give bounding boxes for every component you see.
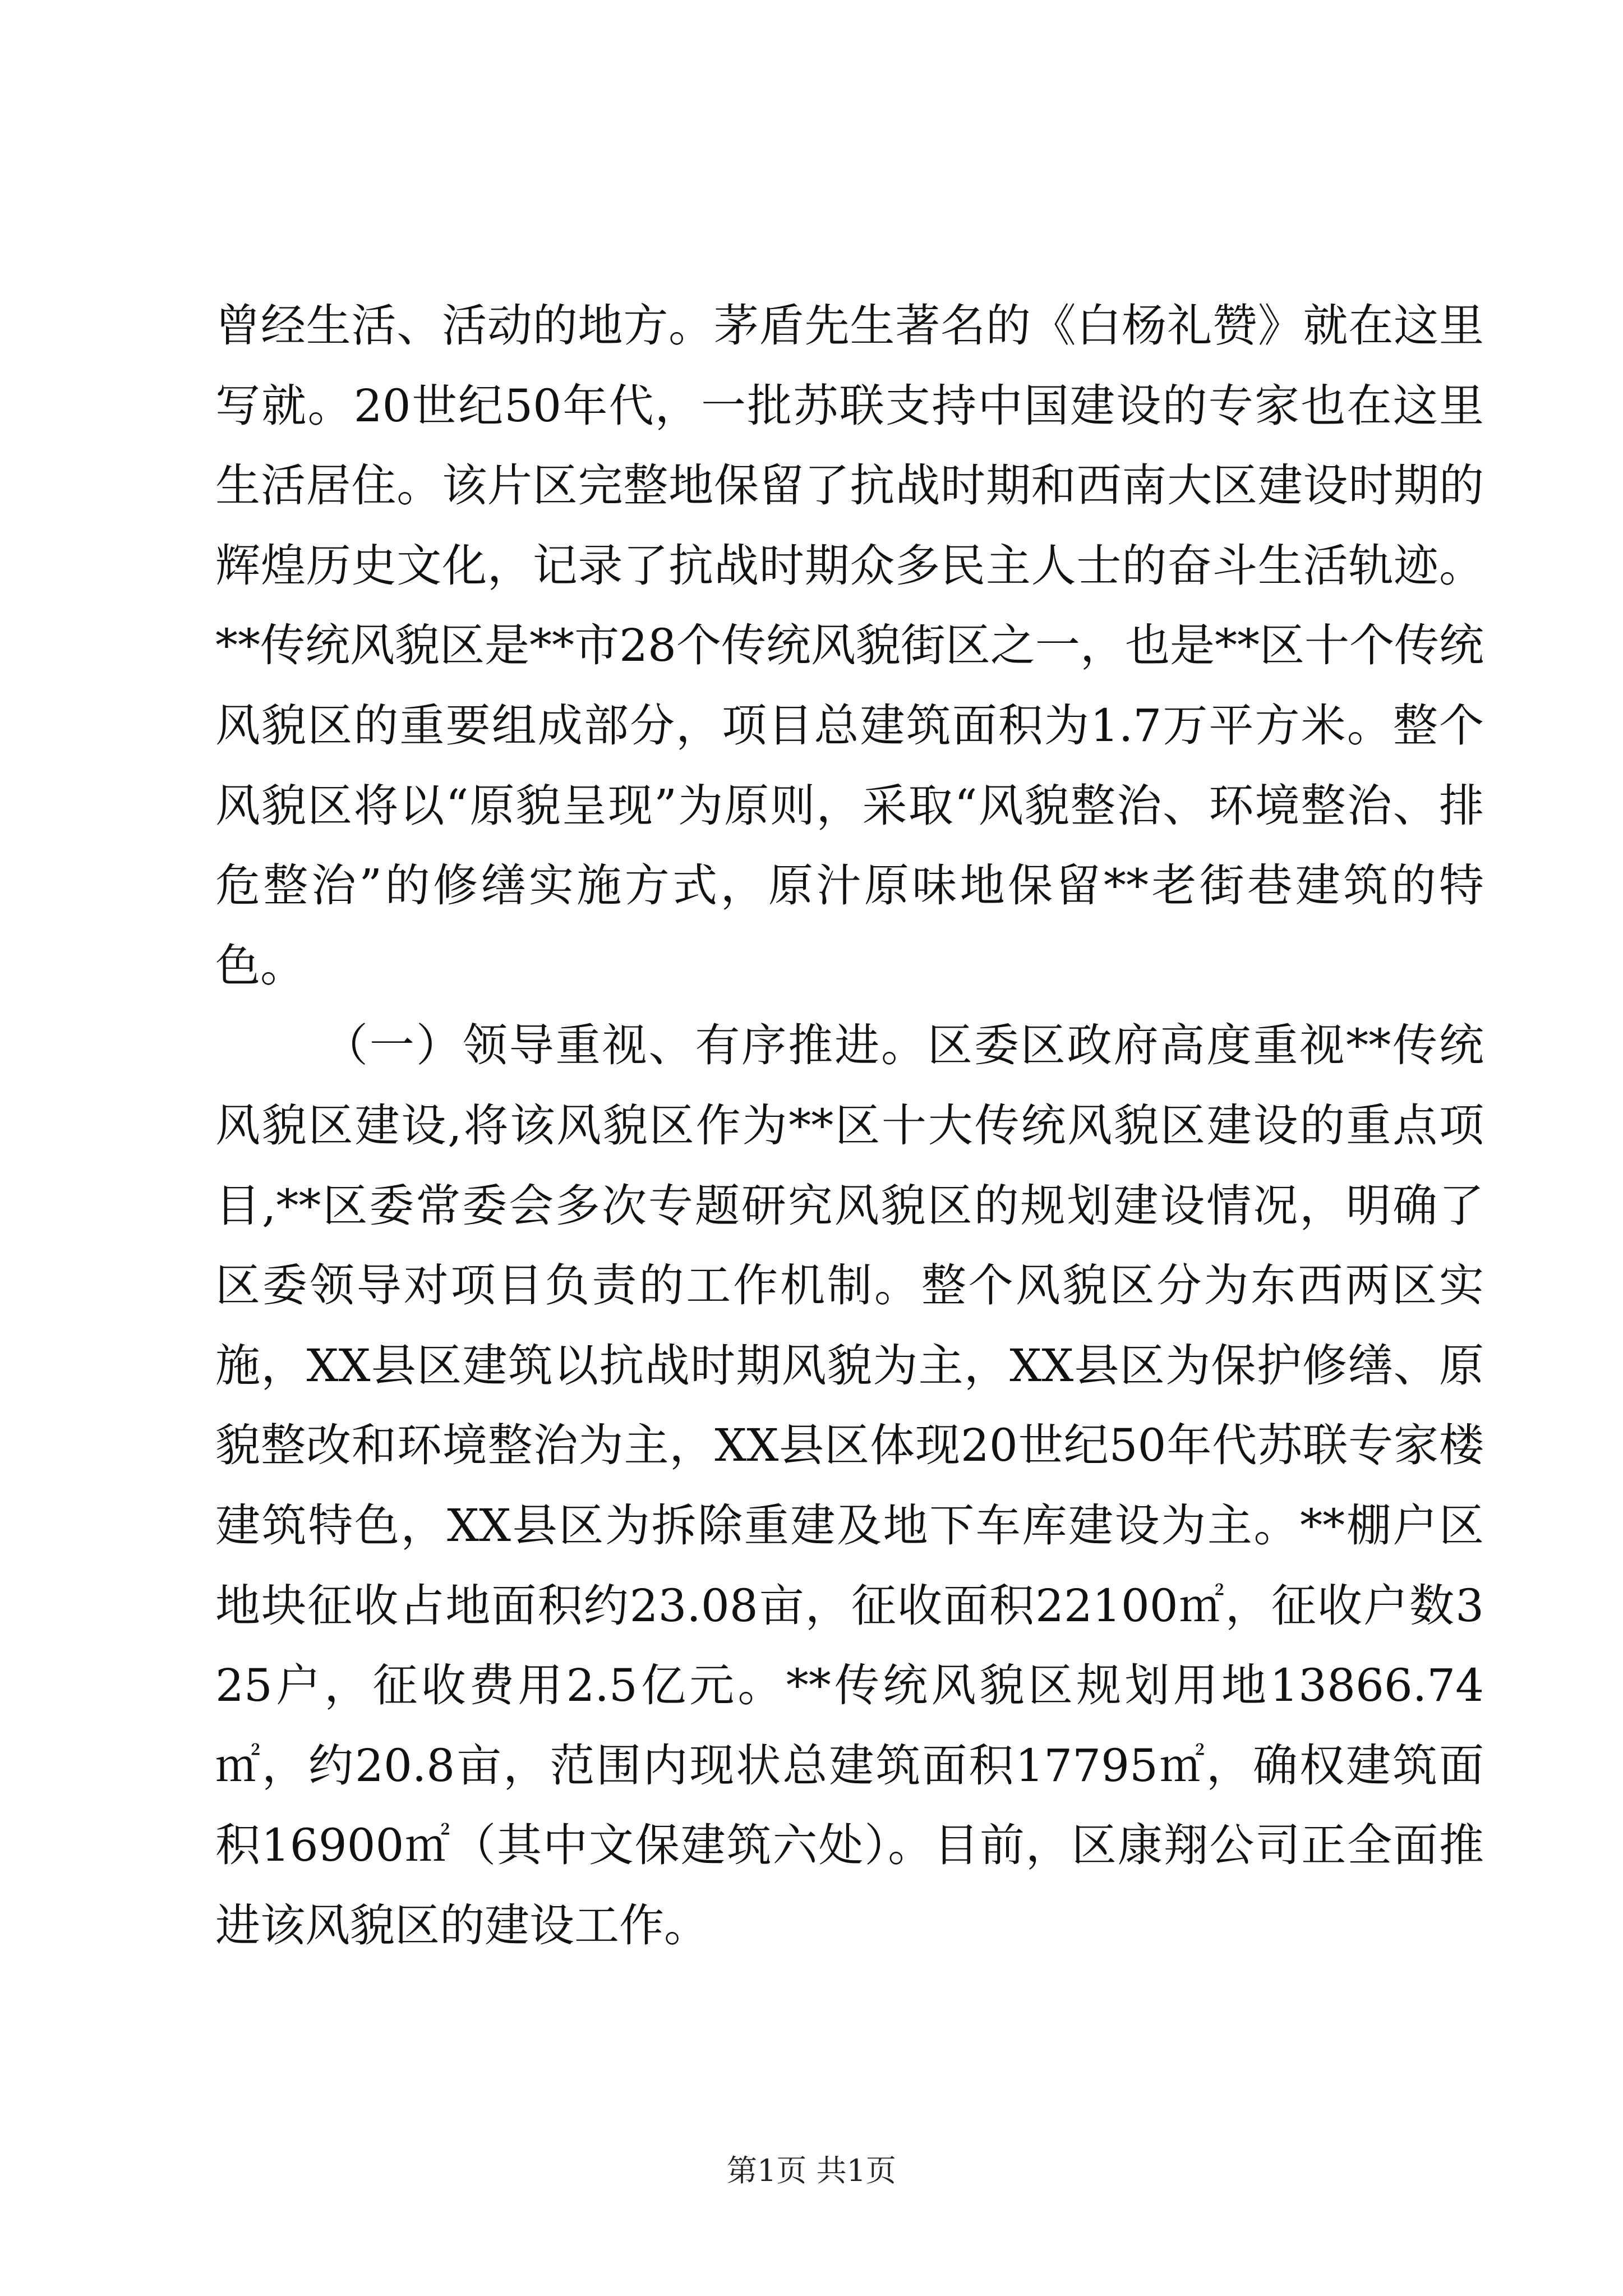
paragraph-history: 曾经生活、活动的地方。茅盾先生著名的《白杨礼赞》就在这里写就。20世纪50年代，一批苏联支持中国建设的专家也在这里生活居住。该片区完整地保留了抗战时期和西南大区建设时期的辉煌历史文化，记录了抗战时期众多民主人士的奋斗生活轨迹。**传统风貌区是**市28个传统风貌街区之一，也是**区十个传统风貌区的重要组成部分，项目总建筑面积为1.7万平方米。整个风貌区将以“原貌呈现”为原则，采取“风貌整治、环境整治、排危整治”的修缮实施方式，原汁原味地保留**老街巷建筑的特色。 (215, 300, 1484, 992)
paragraph-leadership: （一）领导重视、有序推进。区委区政府高度重视**传统风貌区建设,将该风貌区作为**区十大传统风貌区建设的重点项目,**区委常委会多次专题研究风貌区的规划建设情况，明确了区委领导对项目负责的工作机制。整个风貌区分为东西两区实施，XX县区建筑以抗战时期风貌为主，XX县区为保护修缮、原貌整改和环境整治为主，XX县区体现20世纪50年代苏联专家楼建筑特色，XX县区为拆除重建及地下车库建设为主。**棚户区地块征收占地面积约23.08亩，征收面积22100㎡，征收户数325户，征收费用2.5亿元。**传统风貌区规划用地13866.74㎡，约20.8亩，范围内现状总建筑面积17795㎡，确权建筑面积16900㎡（其中文保建筑六处）。目前，区康翔公司正全面推进该风貌区的建设工作。 (215, 1019, 1484, 1952)
page-footer: 第1页 共1页 (727, 2153, 896, 2188)
document-body (215, 286, 1484, 1966)
